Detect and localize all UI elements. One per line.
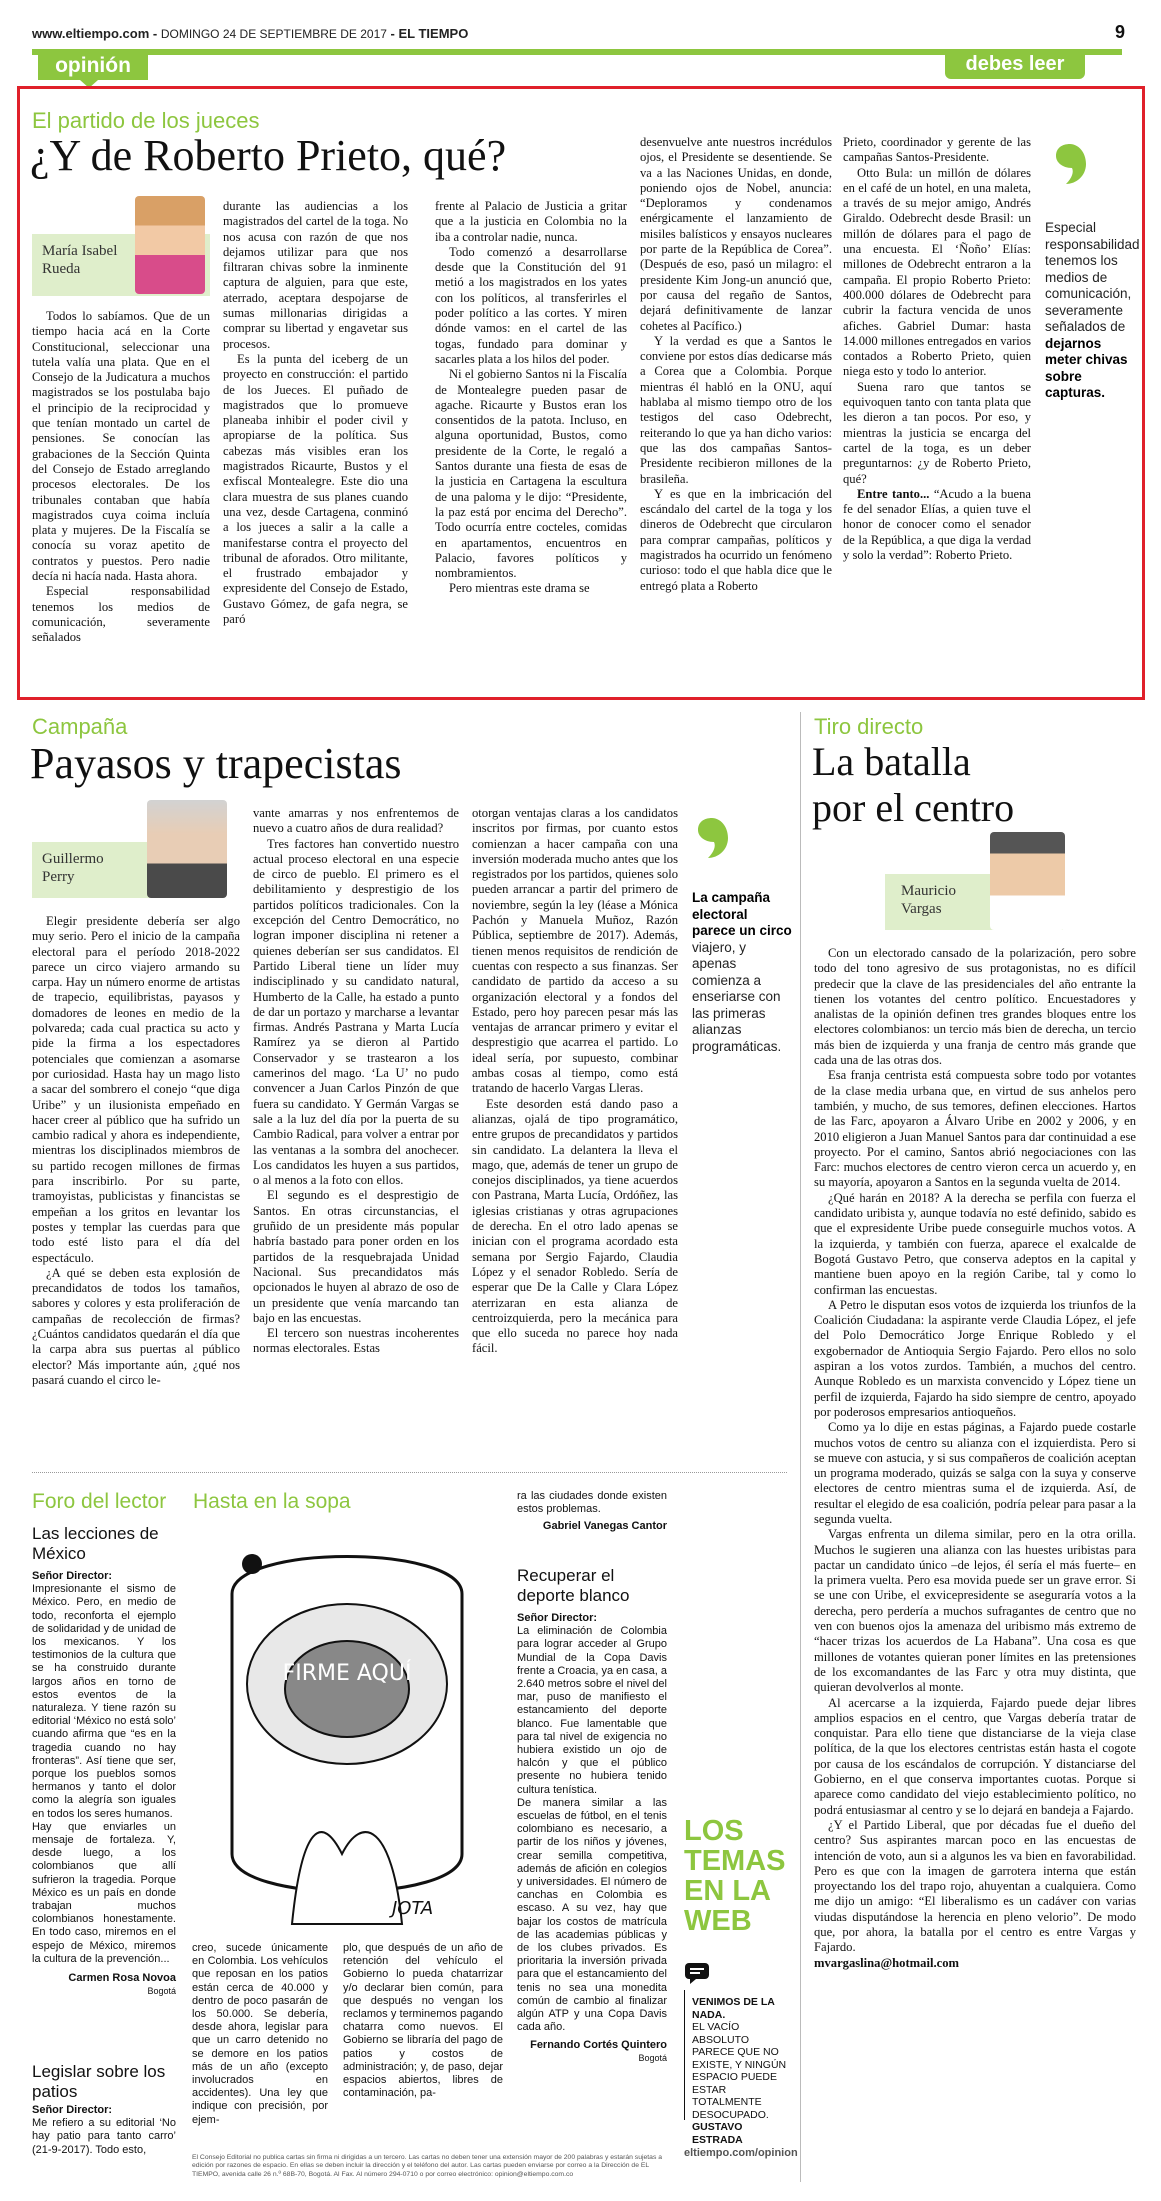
letter1-title: Las lecciones de México — [32, 1524, 159, 1563]
a1-col3-text2: Todo comenzó a desarrollarse desde que la Constitución del 91 metió a los magistrados en los yates con los políticos, al transferirles el poder político a las cortes. Y miren dónde vamos: en el cartel de las togas, fundado para dominar y sacarles plata a los hilos del poder. — [435, 244, 627, 366]
a1-col5-text: Prieto, coordinador y gerente de las campañas Santos-Presidente. — [843, 135, 1031, 165]
a3-email[interactable]: mvargaslina@hotmail.com — [814, 1955, 959, 1970]
a1-col1-text: Todos lo sabíamos. Que de un tiempo hacia acá en la Corte Constitucional, seleccionar una tutela valía una plata. Que en el Consejo de la Judicatura a muchos magistrados se los postulaba bajo el principio de la reciprocidad y que tenían montado un cartel de pensiones. Se conocían las grabaciones de la Sección Quinta del Consejo de Estado arreglando procesos electorales. De los tribunales contaban que había magistrados cuya coima incluía plata y mujeres. De la Fiscalía se conocía su voraz apetito de contratos y puestos. Pero nadie decía ni hacía nada. Hasta ahora. — [32, 309, 210, 584]
letter1-salutation: Señor Director: — [32, 1570, 113, 1582]
letter1-body: Impresionante el sismo de México. Pero, en medio de todo, reconforta el ejemplo de solidaridad y de unidad de los mexicanos. Y los testimonios de la cultura que se ha construido durante largos años en torno de estos eventos de la naturaleza. Y tiene razón su editorial ‘México no está solo’ cuando afirma que “es en la tragedia cuando no hay fronteras”. Así tiene que ser, porque los pueblos somos hermanos y tanto el dolor como la alegría son iguales en todos los seres humanos. Hay que enviarles un mensaje de fortaleza. Y, desde luego, a los colombianos que allí sufrieron la tragedia. Porque México es un país en donde trabajan muchos colombianos honestamente. En todo caso, miremos en el espejo de México, miremos la cultura de la prevención... — [32, 1583, 176, 1965]
a1-col5 — [843, 135, 1031, 689]
issue-date: DOMINGO 24 DE SEPTIEMBRE DE 2017 — [160, 27, 387, 41]
a3-body — [814, 946, 1136, 2188]
letter1-city: Bogotá — [147, 1986, 176, 1997]
cartoon-sign: FIRME AQUÍ — [282, 1661, 412, 1686]
chat-icon — [684, 1962, 710, 1984]
a2-col3 — [472, 806, 678, 1462]
letter2-col3 — [343, 1942, 503, 2152]
a1-title: ¿Y de Roberto Prieto, qué? — [30, 131, 507, 180]
letter2-col4 — [517, 1490, 667, 1540]
letter2-body-3: plo, que después de un año de retención del vehículo el Gobierno lo pueda chatarrizar y/o declarar bien común, para que después no vengan los reclamos y terminemos pagando chatarra como nuevos. El Gobierno se libraría del pago de patios y costos de administración; y, de paso, dejar espacios abiertos, libres de contaminación, pa- — [343, 1942, 503, 2100]
letters-footer: El Consejo Editorial no publica cartas sin firma ni dirigidas a un tercero. Las cartas no deben tener una extensión mayor de 200 palabras y estarán sujetas a edición por razones de espacio. En ellas se deben incluir la dirección y el teléfono del autor. Las cartas pueden enviarse por correo a la Dirección de EL TIEMPO, avenida calle 26 n.º 68B-70, Bogotá. Al Fax. Al número 294-0710 o por correo electrónico: opinion@eltiempo.com.co — [192, 2154, 663, 2178]
letter2-col2 — [192, 1942, 328, 2152]
web-box-text — [692, 1996, 792, 2146]
web-box-rule — [684, 1990, 685, 2120]
cartoon — [192, 1524, 502, 1936]
a3-p7: Al acercarse a la izquierda, Fajardo puede dejar libres amplios espacios en el centro, que Vargas debería tratar de conquistar. Para ello tiene que distanciarse de la vieja clase política, de la que los electores centristas están hasta el cogote por causa de los escándalos de corrupción. Y distanciarse del Gobierno, en el que conserva importantes cuotas. Porque si aparece como candidato del viejo establecimiento político, no podrá entusiasmar al centro y se lo dejará en bandeja a Fajardo. — [814, 1695, 1136, 1817]
a1-col5-text2: Otto Bula: un millón de dólares en el café de un hotel, en una maleta, a través de su mejor amigo, Andrés Giraldo. Odebrecht desde Brasil: un millón de dólares para el pago de una encuesta. El ‘Ñoño’ Elías: millones de Odebrecht entraron a la campaña. El propio Roberto Prieto: 400.000 dólares de Odebrecht para cubrir la factura vencida de unos afiches. Gabriel Dumar: hasta 14.000 millones entregados en varios contados a Roberto Prieto, quien niega esto y todo lo anterior. — [843, 165, 1031, 379]
a2-col1 — [32, 914, 240, 1462]
page-number: 9 — [1115, 22, 1126, 42]
a1-entretanto-label: Entre tanto... — [857, 486, 930, 501]
a1-col3-text: frente al Palacio de Justicia a gritar que a la justicia en Colombia no la iba a controlar nadie, nunca. — [435, 199, 627, 244]
a2-col3-text: otorgan ventajas claras a los candidatos inscritos por firmas, por cuanto estos comienzan a hacer campaña con una inversión moderada mucho antes que los registrados por los partidos, quienes solo pueden arrancar a partir del primero de noviembre, según la ley (léase a Mónica Pachón y Manuela Muñoz, Razón Pública, septiembre de 2017). Además, tienen menos requisitos de rendición de cuentas con respecto a sus finanzas. Ser candidato de partido da acceso a su organización electoral y a fondos del Estado, pero hoy parecen pesar más las ventajas de arrancar primero y evitar el desprestigio que acarrea el partido. Lo ideal sería, por supuesto, combinar ambas cosas al tiempo, como está tratando de hacerlo Vargas Lleras. — [472, 806, 678, 1096]
a3-title-line1: La batalla — [812, 739, 971, 784]
a1-col2 — [223, 199, 408, 689]
letter1 — [32, 1570, 176, 1997]
section-tab-opinion[interactable]: opinión — [38, 52, 148, 80]
a3-title-line2: por el centro — [812, 785, 1015, 830]
a3-p5: Como ya lo dije en estas páginas, a Fajardo puede costarle muchos votos de centro su alianza con el izquierdista. Pero si se mueve con astucia, y si sus compañeros de coalición aceptan un programa moderado, quizás se salga con la suya y conserve electores de centro mientras suma el de izquierda. Así, de resultar el elegido de esa coalición, podría pelear para pasar a la segunda vuelta. — [814, 1420, 1136, 1526]
a1-author-name: María Isabel Rueda — [42, 243, 118, 277]
a1-col2-text: durante las audiencias a los magistrados del cartel de la toga. No nos acusa con razón de que nos dejamos utilizar para que nos filtraran chivas sobre la inminente captura de alguien, para que este, aterrado, aceptara despojarse de sumas millonarias dirigidas a comprar su libertad y engavetar sus procesos. — [223, 199, 408, 351]
a2-col1-text2: ¿A qué se deben esta explosión de precandidatos de todos los tamaños, sabores y colores y esta proliferación de campañas de recolección de firmas? ¿Cuántos candidatos quedarán el día que la carpa abra sus puertas al público elector? Más importante aún, ¿qué nos pasará cuando el circo le- — [32, 1265, 240, 1387]
paper-name: EL TIEMPO — [398, 26, 469, 41]
web-box-body: EL VACÍO ABSOLUTO PARECE QUE NO EXISTE, Y NINGÚN ESPACIO PUEDE ESTAR TOTALMENTE DESOCUPADO. — [692, 2021, 787, 2121]
a1-pullquote-bold: dejarnos meter chivas sobre capturas. — [1045, 335, 1128, 400]
letter2-body-2: creo, sucede únicamente en Colombia. Los vehículos que reposan en los patios están cerca de 40.000 y dentro de poco pasarán de los 50.000. Se debería, desde ahora, legislar para que un carro detenido no se demore en los patios más de un año (excepto involucrados en accidentes). Una ley que indique con precisión, por ejem- — [192, 1942, 328, 2126]
a2-col2-text2: Tres factores han convertido nuestro actual proceso electoral en una especie de circo de pueblo. El primero es el debilitamiento y desprestigio de los partidos políticos tradicionales. Con la excepción del Centro Democrático, no logran imponer disciplina ni retener a quienes deberían ser sus candidatos. El Partido Liberal tiene un líder muy indisciplinado y su candidato natural, Humberto de la Calle, ha estado a punto de dar un portazo y marcharse a levantar firmas. Andrés Pastrana y Marta Lucía Ramírez ya se dieron al Partido Conservador y se trastearon a los camerinos del mago. ‘La U’ no pudo convencer a Juan Carlos Pinzón de que fuera su candidato. Y Germán Vargas se sale a la luz del día por la puerta de su Cambio Radical, para volver a entrar por las ventanas a la sombra del anochecer. Los candidatos les huyen a sus partidos, o al menos a la foto con ellos. — [253, 836, 459, 1188]
letter2 — [32, 2104, 176, 2164]
a3-author-photo — [990, 832, 1065, 930]
column-divider — [800, 712, 801, 2182]
letter2-body-4: ra las ciudades donde existen estos problemas. — [517, 1490, 667, 1516]
lower-divider — [32, 1472, 787, 1473]
letter3-city: Bogotá — [638, 2052, 667, 2063]
web-box-title: LOS TEMAS EN LA WEB — [684, 1815, 786, 1937]
site-url[interactable]: www.eltiempo.com — [32, 26, 150, 41]
a1-pullquote — [1045, 220, 1140, 402]
a2-col2-text4: El tercero son nuestras incoherentes normas electorales. Estas — [253, 1326, 459, 1356]
a2-pullquote-bold: La campaña electoral parece un circo — [692, 890, 792, 938]
a1-col5-text3: Suena raro que tantos se equivoquen tanto con tanta plata que les dieron a tan pocos. Por eso, y mientras la justicia se encarga del cartel de la toga, es un deber preguntarnos: ¿y de Roberto Prieto, qué? — [843, 379, 1031, 486]
masthead-line: www.eltiempo.com - DOMINGO 24 DE SEPTIEMBRE DE 2017 - EL TIEMPO — [32, 26, 469, 41]
a1-col3-text4: Pero mientras este drama se — [449, 581, 590, 596]
letter2-body: Me refiero a su editorial ‘No hay patio para tanto carro’ (21-9-2017). Todo esto, — [32, 2117, 176, 2156]
a1-col4 — [640, 135, 832, 689]
a1-col3 — [435, 199, 627, 689]
letter2-title: Legislar sobre los patios — [32, 2062, 166, 2101]
a1-entretanto-text: “Acudo a la buena fe del senador Elías, a quien tuve el honor de conocer como el senador de la República, a que diga la verdad y solo la verdad”: Roberto Prieto. — [843, 486, 1031, 563]
a2-author-photo — [147, 800, 227, 898]
a2-col2-text3: El segundo es el desprestigio de Santos. En otras circunstancias, el gruñido de un presidente más popular habría bastado para poner orden en los partidos de la resquebrajada Unidad Nacional. Sus precandidatos más opcionados le huyen al abrazo de oso de un presidente que venía marcando tan bajo en las encuestas. — [253, 1188, 459, 1325]
a3-kicker: Tiro directo — [814, 714, 924, 739]
a2-pullquote-text: viajero, y apenas comienza a enseriarse con las primeras alianzas programáticas. — [692, 939, 782, 1054]
foro-kicker: Foro del lector — [32, 1490, 167, 1513]
a2-col2 — [253, 806, 459, 1462]
a2-quote-icon — [690, 812, 734, 862]
a3-p8: ¿Y el Partido Liberal, que por décadas fue el dueño del centro? Sus aspirantes marcan poco en las encuestas de intención de voto, aun si a algunos les va bien en favorabilidad. Pero es que con la imagen de garrotera interna que están proyectando los del trapo rojo, ahuyentan a cualquiera. Como me dijo un amigo: “El liberalismo es un cadáver con varias viudas disputándose la herencia en pleno velorio”. De modo que, por ahora, la batalla por el centro es entre Vargas y Fajardo. — [814, 1817, 1136, 1955]
a1-col1-text2: Especial responsabilidad tenemos los medios de comunicación, severamente señalados — [32, 584, 210, 645]
cartoon-kicker: Hasta en la sopa — [193, 1490, 351, 1513]
web-box-url[interactable]: eltiempo.com/opinion — [684, 2147, 798, 2159]
a3-p1: Con un electorado cansado de la polarización, pero sobre todo del tono agresivo de sus protagonistas, no es difícil predecir que la clave de las presidenciales del año entrante la tienen los votantes del centro político. Encuestadores y analistas de la opinión definen tres grandes bloques entre los electores colombianos: un tercio más bien de derecha, un tercio más bien de izquierda y una franja de centro más grande que cada una de las otras dos. — [814, 946, 1136, 1068]
a1-author-photo — [135, 196, 205, 294]
a3-author-name: Mauricio Vargas — [901, 883, 956, 917]
web-box-bold: VENIMOS DE LA NADA. — [692, 1996, 775, 2021]
a2-col3-text2: Este desorden está dando paso a alianzas, ojalá de tipo programático, entre grupos de precandidatos y partidos sin candidato. La delantera la lleva el mago, que, además de tener un grupo de conejos disciplinados, ya tiene acuerdos con Pastrana, Marta Lucía, Ordóñez, las iglesias cristianas y otras agrupaciones de derecha. En el otro lado apenas se inician con el programa acordado esta semana por Sergio Fajardo, Claudia López y el senador Robledo. Sería de esperar que De la Calle y Clara López aterrizaran en esta alianza de centroizquierda, pero la mecánica para que ello suceda no parece hoy nada fácil. — [472, 1096, 678, 1356]
a1-col3-text3: Ni el gobierno Santos ni la Fiscalía de Montealegre pueden pasar de agache. Ricaurte y Bustos eran los consentidos de la patota. Incluso, en alguna oportunidad, Bustos, como presidente de la Corte, le regaló a Santos durante una fiesta de esas de la justicia en Cartagena la escultura de una paloma y le dijo: “Presidente, la paz está por encima del Derecho”. Todo ocurría entre cocteles, comidas en apartamentos, encuentros en Palacio, favores políticos y nombramientos. — [435, 367, 627, 581]
web-box-author: GUSTAVO ESTRADA — [692, 2121, 743, 2146]
letter3-title: Recuperar el deporte blanco — [517, 1566, 630, 1605]
letter2-signature: Gabriel Vanegas Cantor — [542, 1520, 667, 1533]
a1-col4-text3: Y es que en la imbricación del escándalo del cartel de la toga y los dineros de Odebrecht que circularon para comprar campañas, políticos y magistrados ha ocurrido un fenómeno curioso: todo el que habla dice que le entregó plata a Roberto — [640, 486, 832, 593]
letter2-salutation: Señor Director: — [32, 2104, 113, 2116]
a2-title: Payasos y trapecistas — [30, 739, 402, 788]
a2-author-name: Guillermo Perry — [42, 851, 104, 885]
a3-p2: Esa franja centrista está compuesta sobre todo por votantes de la clase media urbana que, en virtud de sus anhelos pero también, y mucho, de sus temores, definen elecciones. Hartos de las Farc, apoyaron a Álvaro Uribe en 2002 y 2006, y en 2010 eligieron a Juan Manuel Santos para dar continuidad a ese proyecto. Por el camino, Santos abrió negociaciones con las Farc: muchos electores de centro vieron cerca un acuerdo y, en su mayoría, apoyaron a Santos en la segunda vuelta de 2014. — [814, 1068, 1136, 1190]
a1-col4-text2: Y la verdad es que a Santos le conviene por estos días dedicarse más a Corea que a Colombia. Porque mientras él habló en la ONU, aquí hablaba al mismo tiempo otro de los testigos del caso Odebrecht, reiterando lo que ya han dicho varios: que las dos campañas Santos-Presidente recibieron millones de la brasileña. — [640, 333, 832, 486]
a1-pullquote-text: Especial responsabilidad tenemos los medios de comunicación, severamente señalados de — [1045, 220, 1140, 334]
debes-leer-tab[interactable]: debes leer — [945, 49, 1085, 79]
a3-p6: Vargas enfrenta un dilema similar, pero en la otra orilla. Muchos le sugieren una alianza con las huestes uribistas para pactar un candidato único –de lejos, él sería el más fuerte– en la primera vuelta. Pero esa movida puede ser un grave error. Si se une con Uribe, el exvicepresidente se aseguraría votos a la derecha, pero perdería a muchos sufragantes de centro que no ven con buenos ojos la amenaza del uribismo más extremo de “hacer trizas los acuerdos de La Habana”. Una cosa es que millones de votantes quieran poner límites en las pretensiones de los excomandantes de las Farc y otra muy distinta, que quieran devolverlos al monte. — [814, 1527, 1136, 1695]
letter3 — [517, 1612, 667, 2063]
a2-col1-text: Elegir presidente debería ser algo muy serio. Pero el inicio de la campaña electoral para el período 2018-2022 parece un circo viajero armando su carpa. Hay un número enorme de artistas de trapecio, equilibristas, payasos y domadores de leones en medio de la polvareda; cada cual practica su acto y pide la firma a los espectadores potenciales que comienzan a asomarse por curiosidad. Hasta hay un mago listo a sacar del sombrero el conejo “que diga Uribe” y un ilusionista empeñado en hacer creer al público que ha sufrido un cambio radical y ahora es independiente, mientras los disciplinados miembros de su partido recogen millones de firmas para inscribirlo. Por su parte, tramoyistas, publicistas y financistas se empeñan a los gritos en levantar los postes y templar las cuerdas para que todo esté listo para el día del espectáculo. — [32, 914, 240, 1265]
letter3-body: La eliminación de Colombia para lograr acceder al Grupo Mundial de la Copa Davis frente a Croacia, ya en casa, a 2.640 metros sobre el nivel del mar, puso de manifiesto el estancamiento del deporte blanco. Fue lamentable que para tal nivel de exigencia no hubiera existido un ojo de halcón y que el público presente no hubiera tenido cultura tenística. De manera similar a las escuelas de fútbol, en el tenis colombiano es necesario, a partir de los niños y jóvenes, crear semilla competitiva, además de afición en colegios y universidades. El número de canchas en Colombia es escaso. A su vez, hay que bajar los costos de matrícula de las academias públicas y de los clubes privados. Es prioritaria la inversión privada para que el estancamiento del tenis no sea una monedita común de cambio al finalizar algún ATP y una Copa Davis cada año. — [517, 1625, 667, 2034]
a2-pullquote — [692, 890, 792, 1055]
a2-col2-text: vante amarras y nos enfrentemos de nuevo a cuatro años de dura realidad? — [253, 806, 459, 836]
a1-quote-icon — [1048, 138, 1092, 188]
a1-col2-text2: Es la punta del iceberg de un proyecto en construcción: el partido de los Jueces. El puñado de magistrados que lo promueve planeaba inhibir el poder civil y apropiarse de la política. Sus cabezas más visibles eran los magistrados Ricaurte, Bustos y el exfiscal Montealegre. Este dio una clara muestra de sus planes cuando una vez, desde Cartagena, conminó a los jueces a salir a la calle a manifestarse contra el proyecto del tribunal de aforados. Otro militante, el frustrado embajador y expresidente del Consejo de Estado, Gustavo Gómez, de gafa negra, se paró — [223, 351, 408, 627]
cartoon-author: JOTA — [392, 1898, 434, 1919]
a2-kicker: Campaña — [32, 714, 128, 739]
a3-p4: A Petro le disputan esos votos de izquierda los triunfos de la Coalición Ciudadana: la aspirante verde Claudia López, el jefe del Polo Democrático Jorge Enrique Robledo y el exgobernador de Antioquia Sergio Fajardo. Pero ellos no solo aspiran a los votos zurdos. También, a muchos del centro. Aunque Robledo es un marxista convencido y López tiene un perfil de izquierda, Fajardo ha sido siempre de centro, apoyado por poderosos empresarios antioqueños. — [814, 1297, 1136, 1419]
a1-col4-text: desenvuelve ante nuestros incrédulos ojos, el Presidente se desentiende. Se va a las Naciones Unidas, en donde, poniendo ojos de Nobel, anuncia: “Deploramos y condenamos enérgicamente el lanzamiento de misiles balísticos y ensayos nucleares por parte de la República de Corea”. (Después de eso, pasó un milagro: el presidente Kim Jong-un anunció que, por causa del regaño de Santos, dejará definitivamente de lanzar cohetes al Pacífico.) — [640, 135, 832, 333]
letter3-signature: Fernando Cortés Quintero — [530, 2038, 667, 2051]
letter1-signature: Carmen Rosa Novoa — [68, 1972, 176, 1985]
a1-col1 — [32, 309, 210, 689]
a3-p3: ¿Qué harán en 2018? A la derecha se perfila con fuerza el candidato uribista y, aunque todavía no esté definido, sabido es que el expresidente Uribe puede conseguirle muchos votos. A la izquierda, y también con fuerza, aparece el exalcalde de Bogotá Gustavo Petro, que conserva adeptos en la capital y mantiene buen apoyo en la región Caribe, tal y como lo confirman las encuestas. — [814, 1190, 1136, 1297]
letter3-salutation: Señor Director: — [517, 1612, 598, 1624]
a1-kicker: El partido de los jueces — [32, 108, 260, 133]
